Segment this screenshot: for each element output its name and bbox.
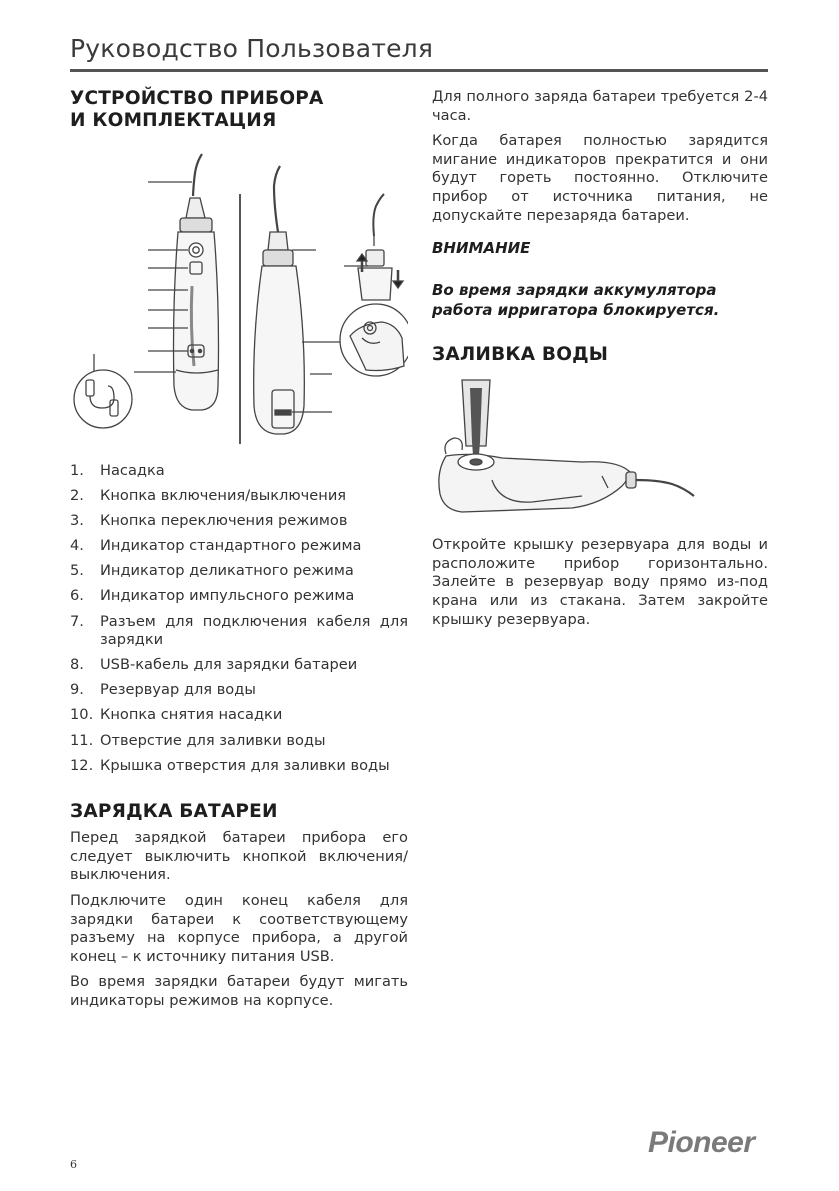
list-item: 9. Резервуар для воды [70,681,256,699]
charging-paragraph-2: Подключите один конец кабеля для зарядки батареи к соответствующему разъему на корпусе прибора, а другой конец – к источнику питания USB. [70,892,408,965]
list-item: 10. Кнопка снятия насадки [70,706,283,724]
page-title: Руководство Пользователя [70,34,434,63]
list-item: 4. Индикатор стандартного режима [70,537,362,555]
water-section-title: ЗАЛИВКА ВОДЫ [432,344,609,366]
device-diagram [70,146,408,446]
warning-text: Во время зарядки аккумулятора работа ирригатора блокируется. [432,281,720,320]
left-column [70,88,408,1018]
charging-paragraph-4: Для полного заряда батареи требуется 2-4 часа. [432,88,768,124]
device-title-line1: УСТРОЙСТВО ПРИБОРА [70,88,324,109]
charging-paragraph-5: Когда батарея полностью зарядится мигание индикаторов прекратится и они будут гореть постоянно. Отключите прибор от источника питания, не допускайте перезаряда батареи. [432,132,768,224]
page-number: 6 [70,1158,77,1171]
header-divider [70,69,768,72]
list-item: 7. Разъем для подключения кабеля для зарядки [70,612,408,649]
device-title-line2: И КОМПЛЕКТАЦИЯ [70,110,277,131]
list-item: 8. USB-кабель для зарядки батареи [70,656,358,674]
water-filling-illustration [432,376,722,526]
list-item: 2. Кнопка включения/выключения [70,487,347,505]
parts-list [70,462,408,775]
list-item: 5. Индикатор деликатного режима [70,562,354,580]
brand-logo: Pioneer [648,1126,755,1159]
charging-paragraph-1: Перед зарядкой батареи прибора его следует выключить кнопкой включения/выключения. [70,829,408,884]
right-column [432,88,768,636]
list-item: 11. Отверстие для заливки воды [70,731,326,749]
list-item: 1. Насадка [70,462,165,479]
list-item: 12. Крышка отверстия для заливки воды [70,756,390,774]
list-item: 3. Кнопка переключения режимов [70,512,348,530]
device-section-title [70,88,408,132]
warning-title: ВНИМАНИЕ [432,239,531,258]
list-item: 6. Индикатор импульсного режима [70,587,355,605]
charging-paragraph-3: Во время зарядки батареи будут мигать индикаторы режимов на корпусе. [70,973,408,1009]
water-paragraph-1: Откройте крышку резервуара для воды и расположите прибор горизонтально. Залейте в резервуар воду прямо из-под крана или из стакана. Затем закройте крышку резервуара. [432,536,768,628]
charging-section-title: ЗАРЯДКА БАТАРЕИ [70,801,278,823]
